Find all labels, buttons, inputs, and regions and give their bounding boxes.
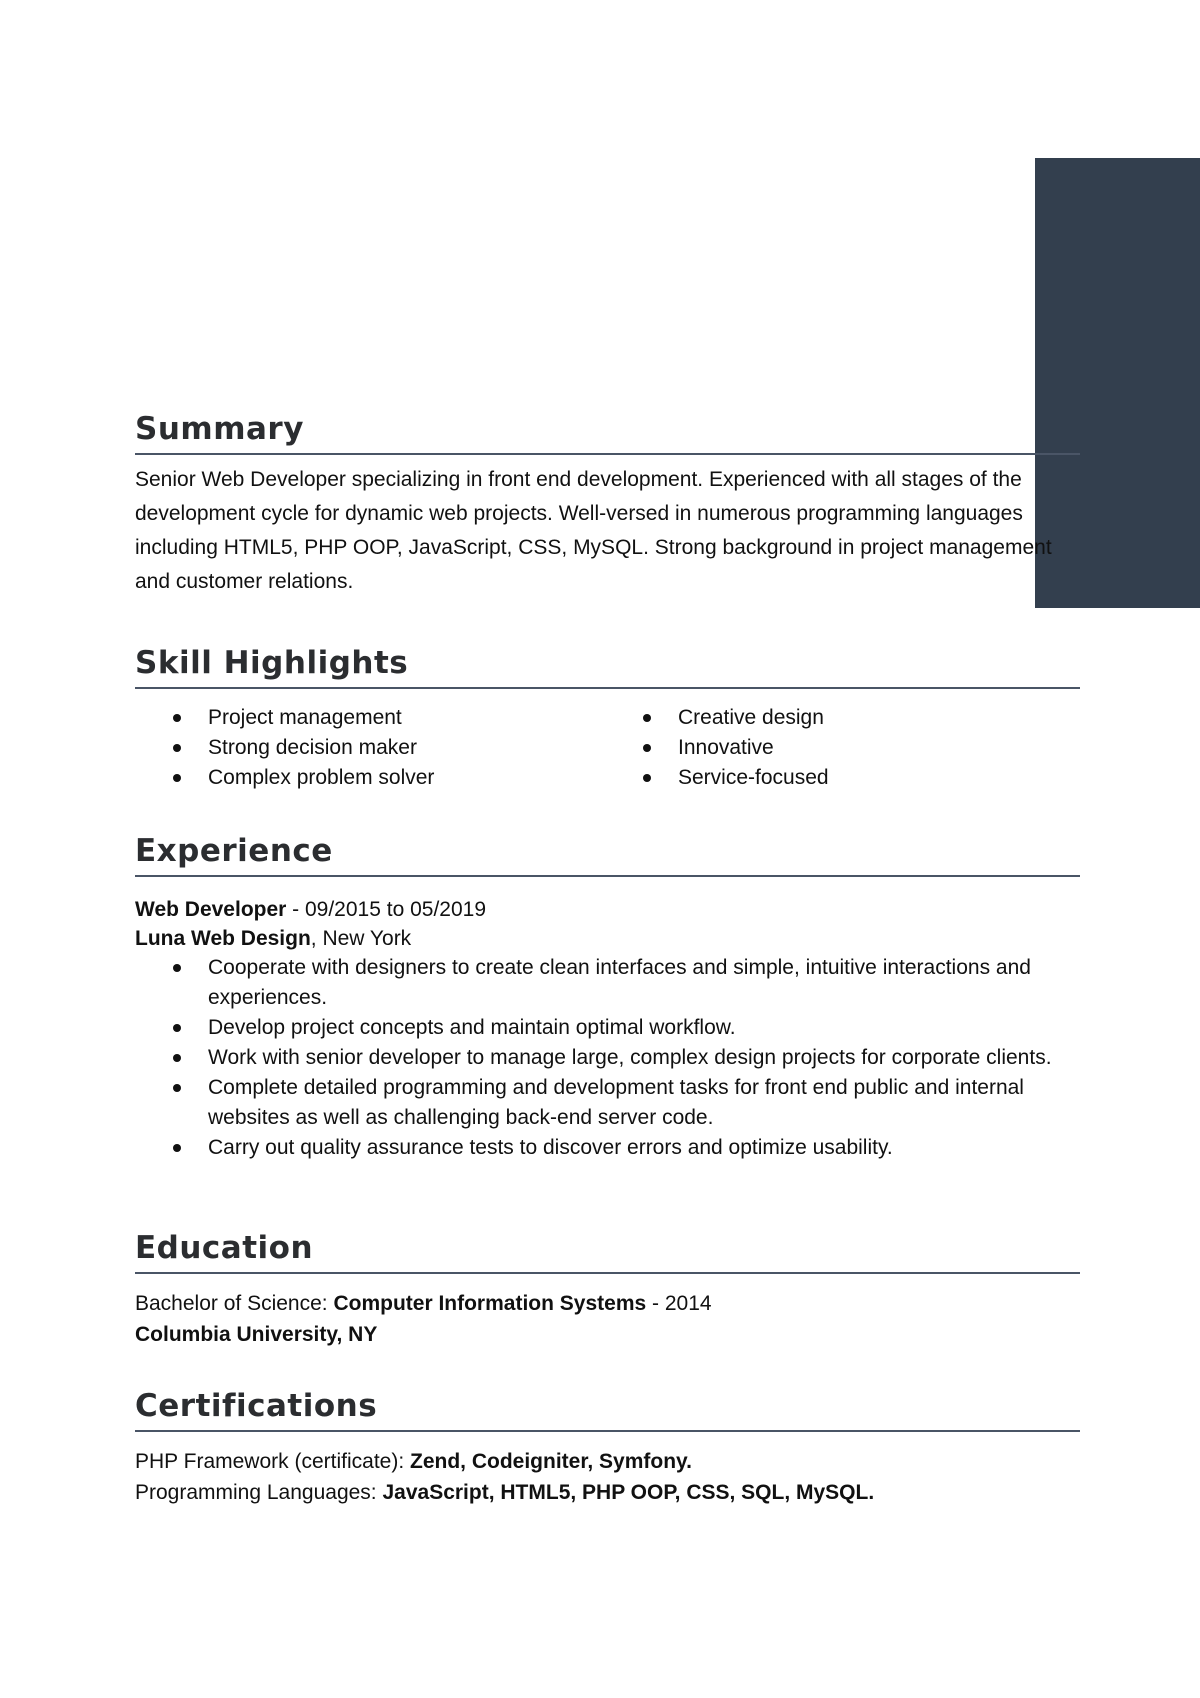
duty-item: Complete detailed programming and development tasks for front end public and internal websites as well as challenging back-end server code. (135, 1073, 1080, 1133)
bullet-icon (643, 714, 651, 722)
bullet-icon (643, 774, 651, 782)
duty-item: Carry out quality assurance tests to discover errors and optimize usability. (135, 1133, 1080, 1163)
education-entry (135, 1288, 1080, 1350)
company-line (135, 924, 1080, 953)
company-name: Luna Web Design (135, 927, 311, 950)
php-cert-line (135, 1446, 1080, 1477)
job-dates: - 09/2015 to 05/2019 (286, 898, 486, 921)
summary-divider (135, 453, 1080, 455)
skills-left-list (135, 703, 605, 793)
degree-prefix: Bachelor of Science: (135, 1292, 334, 1315)
bullet-icon (173, 744, 181, 752)
company-location: , New York (310, 927, 412, 950)
experience-heading: Experience (135, 833, 333, 869)
bullet-icon (173, 964, 181, 972)
job-title: Web Developer (135, 898, 287, 921)
education-heading: Education (135, 1230, 314, 1266)
languages-label: Programming Languages: (135, 1481, 383, 1504)
bullet-icon (173, 1054, 181, 1062)
degree-major: Computer Information Systems (333, 1292, 647, 1315)
bullet-icon (173, 774, 181, 782)
certifications-divider (135, 1430, 1080, 1432)
degree-year: - 2014 (646, 1292, 712, 1315)
skill-item: Innovative (605, 733, 1075, 763)
skill-item: Strong decision maker (135, 733, 605, 763)
bullet-icon (173, 714, 181, 722)
experience-divider (135, 875, 1080, 877)
skills-grid (135, 703, 1080, 793)
duty-item: Develop project concepts and maintain optimal workflow. (135, 1013, 1080, 1043)
bullet-icon (643, 744, 651, 752)
skills-heading: Skill Highlights (135, 645, 409, 681)
bullet-icon (173, 1024, 181, 1032)
skill-item: Creative design (605, 703, 1075, 733)
job-title-line (135, 895, 1080, 924)
experience-section (135, 832, 1080, 1163)
skills-right-list (605, 703, 1075, 793)
duty-item: Work with senior developer to manage large, complex design projects for corporate clients. (135, 1043, 1080, 1073)
job-duties-list (135, 953, 1080, 1163)
skills-divider (135, 687, 1080, 689)
summary-text: Senior Web Developer specializing in front end development. Experienced with all stages of the development cycle for dynamic web projects. Well-versed in numerous programming languages including HTML5, PHP OOP, JavaScript, CSS, MySQL. Strong background in project management and customer relations. (135, 468, 1052, 593)
summary-section (135, 410, 1080, 599)
php-cert-label: PHP Framework (certificate): (135, 1450, 410, 1473)
job-entry (135, 895, 1080, 1163)
education-divider (135, 1272, 1080, 1274)
school-line: Columbia University, NY (135, 1323, 378, 1346)
summary-heading: Summary (135, 411, 304, 447)
skill-item: Service-focused (605, 763, 1075, 793)
languages-value: JavaScript, HTML5, PHP OOP, CSS, SQL, MySQL. (382, 1481, 875, 1504)
skill-item: Project management (135, 703, 605, 733)
certifications-heading: Certifications (135, 1388, 378, 1424)
duty-item: Cooperate with designers to create clean interfaces and simple, intuitive interactions and experiences. (135, 953, 1080, 1013)
bullet-icon (173, 1144, 181, 1152)
skills-section (135, 644, 1080, 793)
languages-line (135, 1477, 1080, 1508)
certifications-section (135, 1387, 1080, 1508)
skill-item: Complex problem solver (135, 763, 605, 793)
education-section (135, 1229, 1080, 1350)
bullet-icon (173, 1084, 181, 1092)
php-cert-value: Zend, Codeigniter, Symfony. (410, 1450, 692, 1473)
certifications-entry (135, 1446, 1080, 1508)
degree-line (135, 1288, 1080, 1319)
